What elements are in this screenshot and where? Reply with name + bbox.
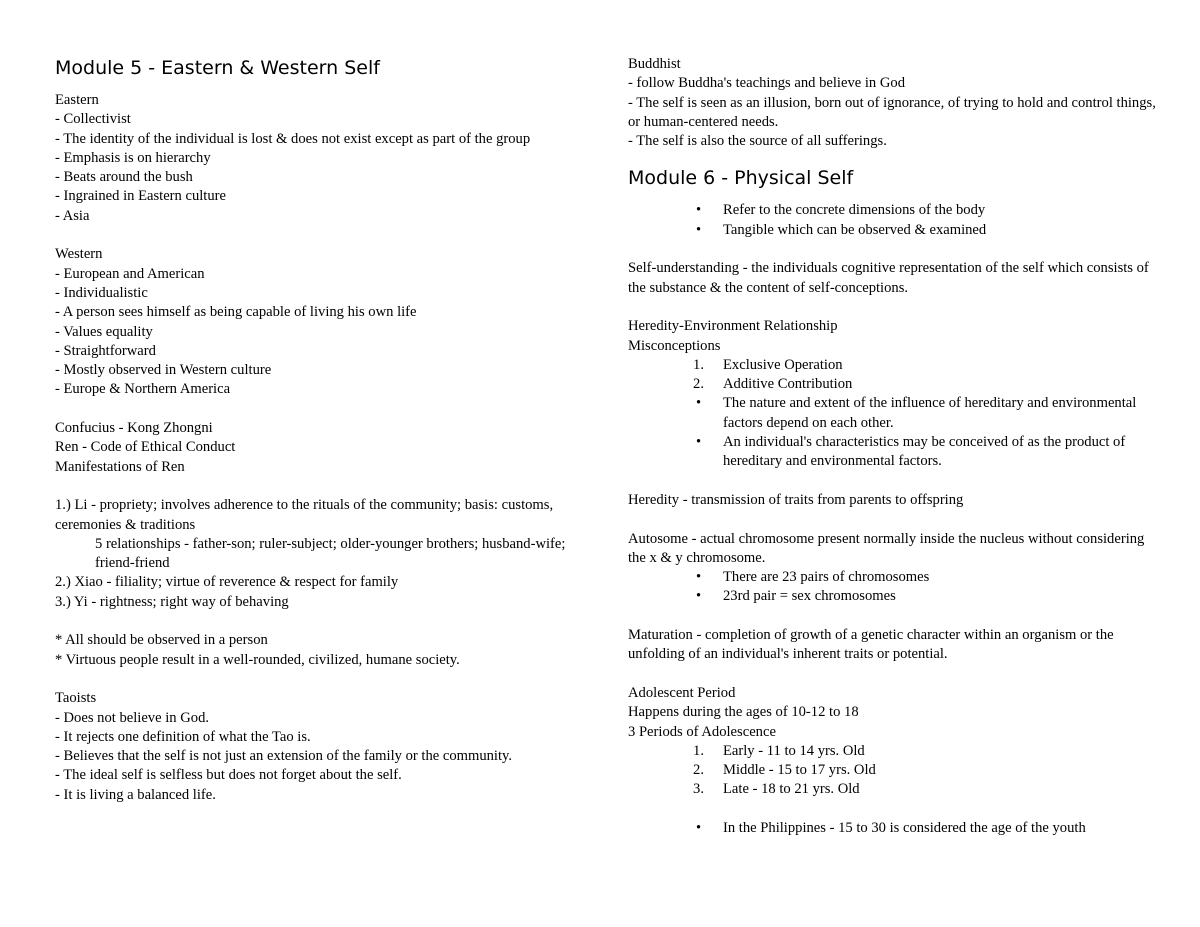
bullet-icon: •: [696, 569, 702, 586]
buddhist-item: - The self is also the source of all sufferings.: [628, 133, 887, 150]
eastern-item: - Asia: [55, 207, 90, 224]
taoists-item: - Believes that the self is not just an extension of the family or the community.: [55, 748, 513, 765]
xiao-item: 2.) Xiao - filiality; virtue of reverence & respect for family: [55, 574, 399, 591]
confucius-line: Manifestations of Ren: [55, 458, 185, 475]
adolescent-heading: Adolescent Period: [628, 684, 736, 701]
yi-item: 3.) Yi - rightness; right way of behaving: [55, 593, 289, 610]
bullet-icon: •: [696, 221, 702, 238]
eastern-heading: Eastern: [55, 92, 99, 108]
bullet-item: • Refer to the concrete dimensions of the body: [628, 201, 1158, 220]
buddhist-section: [628, 55, 1158, 151]
philippines-note: In the Philippines - 15 to 30 is considered the age of the youth: [723, 819, 1086, 836]
western-item: - Values equality: [55, 323, 153, 340]
taoists-item: - The ideal self is selfless but does not forget about the self.: [55, 767, 402, 784]
numbered-item: 2. Additive Contribution: [693, 376, 853, 393]
bullet-item: • There are 23 pairs of chromosomes: [628, 568, 1158, 587]
western-item: - European and American: [55, 265, 205, 282]
western-heading: Western: [55, 246, 103, 263]
adolescent-line: Happens during the ages of 10-12 to 18: [628, 704, 859, 721]
autosome-definition: Autosome - actual chromosome present normally inside the nucleus without considering the x & y chromosome.: [628, 530, 1148, 566]
western-item: - Individualistic: [55, 284, 148, 301]
eastern-item: - The identity of the individual is lost & does not exist except as part of the group: [55, 130, 531, 147]
eastern-item: - Beats around the bush: [55, 169, 193, 186]
taoists-item: - Does not believe in God.: [55, 709, 210, 726]
bullet-icon: •: [696, 588, 702, 605]
maturation-definition: Maturation - completion of growth of a genetic character within an organism or the unfolding of an individual's inherent traits or potential.: [628, 627, 1118, 663]
eastern-item: - Emphasis is on hierarchy: [55, 149, 211, 166]
western-item: - Straightforward: [55, 342, 156, 359]
numbered-item: 1. Early - 11 to 14 yrs. Old: [693, 742, 865, 759]
numbered-item: 3. Late - 18 to 21 yrs. Old: [693, 781, 860, 798]
right-column: [628, 55, 1158, 838]
relationships-item: 5 relationships - father-son; ruler-subject; older-younger brothers; husband-wife; friend-friend: [95, 535, 570, 572]
taoists-heading: Taoists: [55, 690, 97, 707]
left-column: [55, 55, 575, 805]
bullet-icon: •: [696, 434, 702, 451]
self-understanding: Self-understanding - the individuals cognitive representation of the self which consists of the substance & the content of self-conceptions.: [628, 260, 1153, 296]
bullet-item: [628, 819, 1158, 838]
buddhist-item: - follow Buddha's teachings and believe in God: [628, 75, 906, 92]
eastern-section: [55, 91, 575, 226]
bullet-item: • An individual's characteristics may be conceived of as the product of hereditary and environmental factors.: [696, 434, 1126, 470]
bullet-item: • 23rd pair = sex chromosomes: [628, 587, 1158, 606]
heredity-environment-heading: Heredity-Environment Relationship: [628, 318, 838, 335]
confucius-line: Confucius - Kong Zhongni: [55, 420, 213, 437]
heredity-definition: Heredity - transmission of traits from parents to offspring: [628, 491, 964, 508]
taoists-item: - It is living a balanced life.: [55, 786, 216, 803]
numbered-item: 1. Exclusive Operation: [693, 356, 843, 373]
western-item: - A person sees himself as being capable of living his own life: [55, 304, 417, 321]
numbered-item: 2. Middle - 15 to 17 yrs. Old: [693, 762, 876, 779]
buddhist-item: - The self is seen as an illusion, born out of ignorance, of trying to hold and control things, or human-centered needs.: [628, 94, 1160, 130]
taoists-section: [55, 689, 575, 805]
taoists-item: - It rejects one definition of what the Tao is.: [55, 728, 311, 745]
eastern-item: - Collectivist: [55, 111, 131, 128]
bullet-item: • Tangible which can be observed & examined: [628, 221, 1158, 240]
bullet-icon: •: [696, 819, 702, 836]
li-item: 1.) Li - propriety; involves adherence to the rituals of the community; basis: customs, ceremonies & traditions: [55, 497, 557, 533]
western-item: - Mostly observed in Western culture: [55, 362, 272, 379]
western-item: - Europe & Northern America: [55, 381, 231, 398]
adolescent-line: 3 Periods of Adolescence: [628, 723, 776, 740]
bullet-icon: •: [696, 202, 702, 219]
module-6-title: Module 6 - Physical Self: [628, 167, 854, 190]
western-section: [55, 245, 575, 399]
note-line: * All should be observed in a person: [55, 632, 268, 649]
bullet-item: • The nature and extent of the influence of hereditary and environmental factors depend on each other.: [696, 395, 1137, 431]
confucius-line: Ren - Code of Ethical Conduct: [55, 439, 236, 456]
confucius-section: [55, 419, 575, 670]
note-line: * Virtuous people result in a well-rounded, civilized, humane society.: [55, 651, 460, 668]
misconceptions-heading: Misconceptions: [628, 337, 721, 354]
bullet-icon: •: [696, 395, 702, 412]
eastern-item: - Ingrained in Eastern culture: [55, 188, 226, 205]
module-5-title: Module 5 - Eastern & Western Self: [55, 57, 380, 79]
buddhist-heading: Buddhist: [628, 56, 681, 72]
